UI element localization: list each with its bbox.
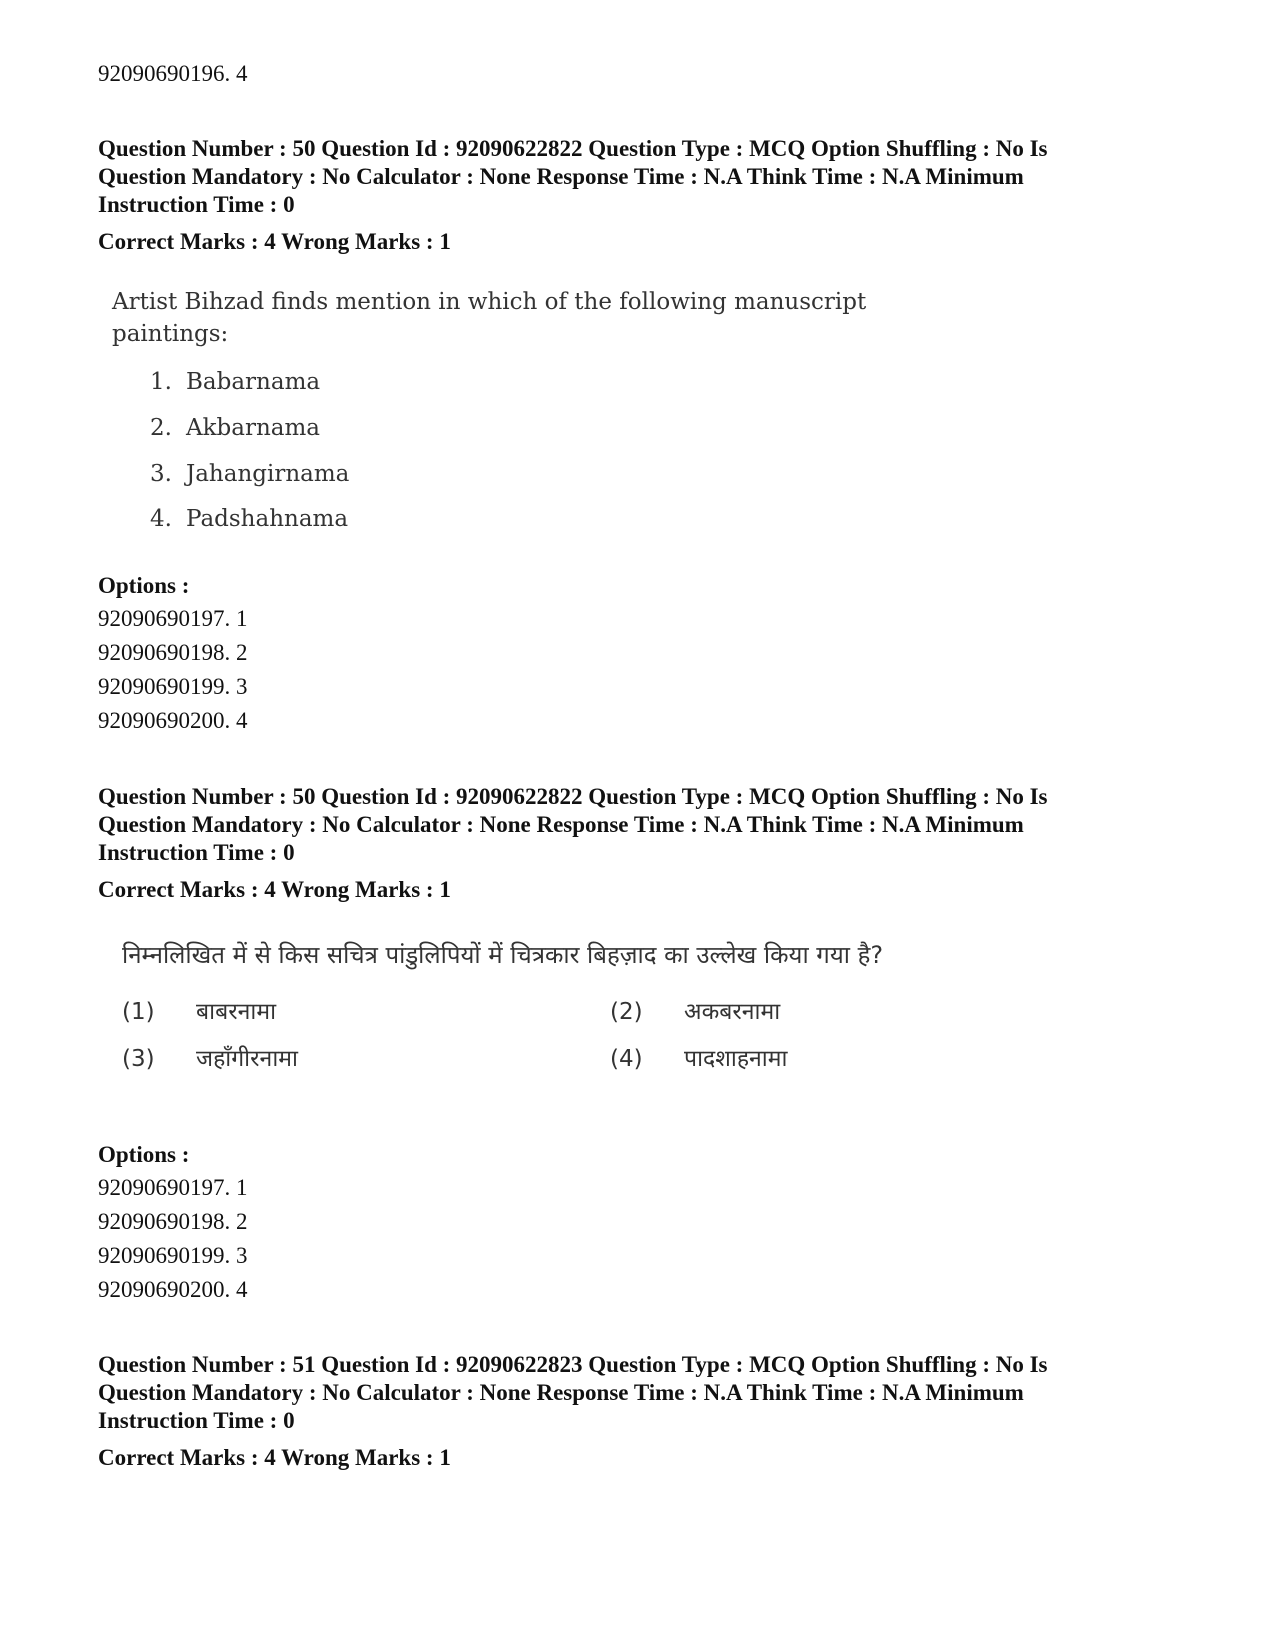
question-meta: [98, 135, 1138, 219]
question-item: [122, 994, 276, 1026]
item-number: (4): [610, 1046, 643, 1072]
question-item: [610, 994, 780, 1026]
options-label: Options :: [98, 1142, 190, 1167]
option-line: 92090690198. 2: [98, 1209, 248, 1234]
question-meta: [98, 783, 1138, 867]
option-line: 92090690199. 3: [98, 1243, 248, 1268]
item-number: 2.: [150, 415, 172, 441]
question-stem: paintings:: [112, 321, 229, 347]
option-line: 92090690199. 3: [98, 674, 248, 699]
option-line: 92090690197. 1: [98, 606, 248, 631]
item-text: Padshahnama: [186, 506, 349, 532]
question-item: [122, 1041, 298, 1073]
item-number: 3.: [150, 461, 172, 487]
meta-line: Question Number : 51 Question Id : 92090622823 Question Type : MCQ Option Shuffling : No Is: [98, 1352, 1048, 1377]
item-text: Jahangirnama: [186, 461, 350, 487]
item-number: (1): [122, 999, 155, 1025]
item-number: (2): [610, 999, 643, 1025]
meta-line: Question Number : 50 Question Id : 92090622822 Question Type : MCQ Option Shuffling : No Is: [98, 136, 1048, 161]
question-item: [150, 458, 349, 490]
item-text: अकबरनामा: [684, 999, 781, 1025]
meta-line: Instruction Time : 0: [98, 192, 295, 217]
item-text: Akbarnama: [186, 415, 321, 441]
meta-line: Instruction Time : 0: [98, 840, 295, 865]
marks-line: Correct Marks : 4 Wrong Marks : 1: [98, 877, 451, 902]
item-number: 4.: [150, 506, 172, 532]
question-item: [610, 1041, 787, 1073]
option-line: 92090690197. 1: [98, 1175, 248, 1200]
marks-line: Correct Marks : 4 Wrong Marks : 1: [98, 229, 451, 254]
item-number: 1.: [150, 369, 172, 395]
meta-line: Question Mandatory : No Calculator : None Response Time : N.A Think Time : N.A Minimum: [98, 812, 1024, 837]
meta-line: Question Mandatory : No Calculator : None Response Time : N.A Think Time : N.A Minimum: [98, 164, 1024, 189]
meta-line: Question Mandatory : No Calculator : None Response Time : N.A Think Time : N.A Minimum: [98, 1380, 1024, 1405]
item-text: बाबरनामा: [196, 999, 277, 1025]
options-label: Options :: [98, 573, 190, 598]
question-english: [112, 286, 867, 532]
option-line: 92090690198. 2: [98, 640, 248, 665]
item-text: जहाँगीरनामा: [196, 1046, 298, 1072]
marks-line: Correct Marks : 4 Wrong Marks : 1: [98, 1445, 451, 1470]
meta-line: Instruction Time : 0: [98, 1408, 295, 1433]
option-line: 92090690200. 4: [98, 708, 248, 733]
meta-line: Question Number : 50 Question Id : 92090622822 Question Type : MCQ Option Shuffling : No Is: [98, 784, 1048, 809]
question-meta: [98, 1351, 1138, 1435]
item-text: Babarnama: [186, 369, 321, 395]
question-item: [150, 503, 348, 535]
previous-option-line: 92090690196. 4: [98, 61, 248, 86]
question-item: [150, 412, 320, 444]
question-item: [150, 366, 320, 398]
item-text: पादशाहनामा: [684, 1046, 788, 1072]
question-stem: निम्नलिखित में से किस सचित्र पांडुलिपियों में चित्रकार बिहज़ाद का उल्लेख किया गया है?: [122, 941, 884, 969]
item-number: (3): [122, 1046, 155, 1072]
option-line: 92090690200. 4: [98, 1277, 248, 1302]
question-stem: Artist Bihzad finds mention in which of the following manuscript: [112, 289, 867, 315]
